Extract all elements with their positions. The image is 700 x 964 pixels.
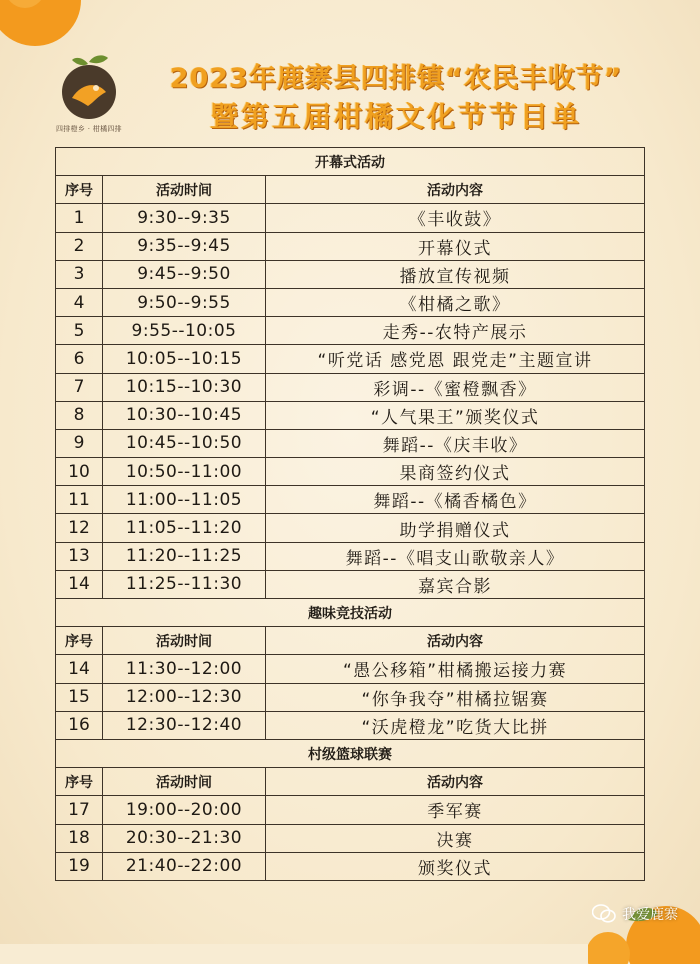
table-row [56,824,645,852]
row-time: 9:30--9:35 [103,204,266,232]
page-title-line2: 暨第五届柑橘文化节节目单 [209,100,582,133]
content-header: 活动内容 [266,176,645,204]
table-row [56,317,645,345]
row-content: 彩调--《蜜橙飘香》 [266,373,645,401]
row-time: 9:35--9:45 [103,232,266,260]
row-time: 20:30--21:30 [103,824,266,852]
time-header: 活动时间 [103,768,266,796]
row-number: 7 [56,373,103,401]
row-number: 16 [56,711,103,739]
row-number: 3 [56,260,103,288]
orange-fruit-decoration [0,0,110,55]
row-time: 10:05--10:15 [103,345,266,373]
row-number: 11 [56,486,103,514]
row-time: 19:00--20:00 [103,796,266,824]
row-time: 9:50--9:55 [103,288,266,316]
row-time: 9:55--10:05 [103,317,266,345]
table-row [56,232,645,260]
table-row [56,288,645,316]
row-content: 决赛 [266,824,645,852]
row-content: “你争我夺”柑橘拉锯赛 [266,683,645,711]
row-number: 15 [56,683,103,711]
number-header: 序号 [56,768,103,796]
row-number: 13 [56,542,103,570]
row-time: 11:30--12:00 [103,655,266,683]
row-time: 10:15--10:30 [103,373,266,401]
section-title: 村级篮球联赛 [56,739,645,767]
row-content: 走秀--农特产展示 [266,317,645,345]
content-header: 活动内容 [266,768,645,796]
row-time: 11:25--11:30 [103,570,266,598]
table-row [56,429,645,457]
column-header-row [56,627,645,655]
table-row [56,260,645,288]
row-time: 10:45--10:50 [103,429,266,457]
row-content: “人气果王”颁奖仪式 [266,401,645,429]
watermark-text: 我爱鹿寨 [622,907,678,923]
table-row [56,570,645,598]
row-time: 11:00--11:05 [103,486,266,514]
row-time: 10:50--11:00 [103,458,266,486]
table-row [56,401,645,429]
row-number: 14 [56,570,103,598]
row-content: 舞蹈--《橘香橘色》 [266,486,645,514]
table-row [56,458,645,486]
row-number: 1 [56,204,103,232]
program-schedule-table [55,147,645,881]
table-row [56,373,645,401]
row-content: “沃虎橙龙”吃货大比拼 [266,711,645,739]
row-time: 10:30--10:45 [103,401,266,429]
table-row [56,796,645,824]
number-header: 序号 [56,627,103,655]
table-row [56,486,645,514]
number-header: 序号 [56,176,103,204]
row-number: 6 [56,345,103,373]
row-number: 12 [56,514,103,542]
time-header: 活动时间 [103,627,266,655]
table-row [56,683,645,711]
row-number: 2 [56,232,103,260]
table-row [56,711,645,739]
row-number: 18 [56,824,103,852]
section-title-row [56,599,645,627]
row-time: 11:20--11:25 [103,542,266,570]
row-content: “听党话 感党恩 跟党走”主题宣讲 [266,345,645,373]
row-content: 颁奖仪式 [266,852,645,880]
row-number: 9 [56,429,103,457]
row-content: 助学捐赠仪式 [266,514,645,542]
row-content: “愚公移箱”柑橘搬运接力赛 [266,655,645,683]
row-time: 12:30--12:40 [103,711,266,739]
row-number: 10 [56,458,103,486]
table-row [56,345,645,373]
row-content: 嘉宾合影 [266,570,645,598]
section-title-row [56,739,645,767]
column-header-row [56,176,645,204]
wechat-watermark [592,904,678,924]
town-logo-icon [58,52,120,134]
row-time: 11:05--11:20 [103,514,266,542]
row-content: 果商签约仪式 [266,458,645,486]
row-number: 8 [56,401,103,429]
row-time: 9:45--9:50 [103,260,266,288]
content-header: 活动内容 [266,627,645,655]
row-number: 14 [56,655,103,683]
section-title: 趣味竞技活动 [56,599,645,627]
section-title: 开幕式活动 [56,148,645,176]
row-content: 季军赛 [266,796,645,824]
row-number: 17 [56,796,103,824]
row-number: 4 [56,288,103,316]
row-content: 开幕仪式 [266,232,645,260]
row-time: 21:40--22:00 [103,852,266,880]
table-row [56,655,645,683]
row-time: 12:00--12:30 [103,683,266,711]
section-title-row [56,148,645,176]
table-row [56,542,645,570]
row-number: 5 [56,317,103,345]
row-content: 舞蹈--《庆丰收》 [266,429,645,457]
page-title-line1: 2023年鹿寨县四排镇“农民丰收节” [169,63,623,94]
table-row [56,204,645,232]
orange-fruit-decoration-bottom [588,884,700,964]
row-content: 播放宣传视频 [266,260,645,288]
row-content: 舞蹈--《唱支山歌敬亲人》 [266,542,645,570]
column-header-row [56,768,645,796]
time-header: 活动时间 [103,176,266,204]
logo-caption: 四排橙乡 · 柑橘四排 [56,125,122,133]
row-number: 19 [56,852,103,880]
wechat-icon [592,904,616,924]
table-row [56,514,645,542]
row-content: 《柑橘之歌》 [266,288,645,316]
row-content: 《丰收鼓》 [266,204,645,232]
table-row [56,852,645,880]
